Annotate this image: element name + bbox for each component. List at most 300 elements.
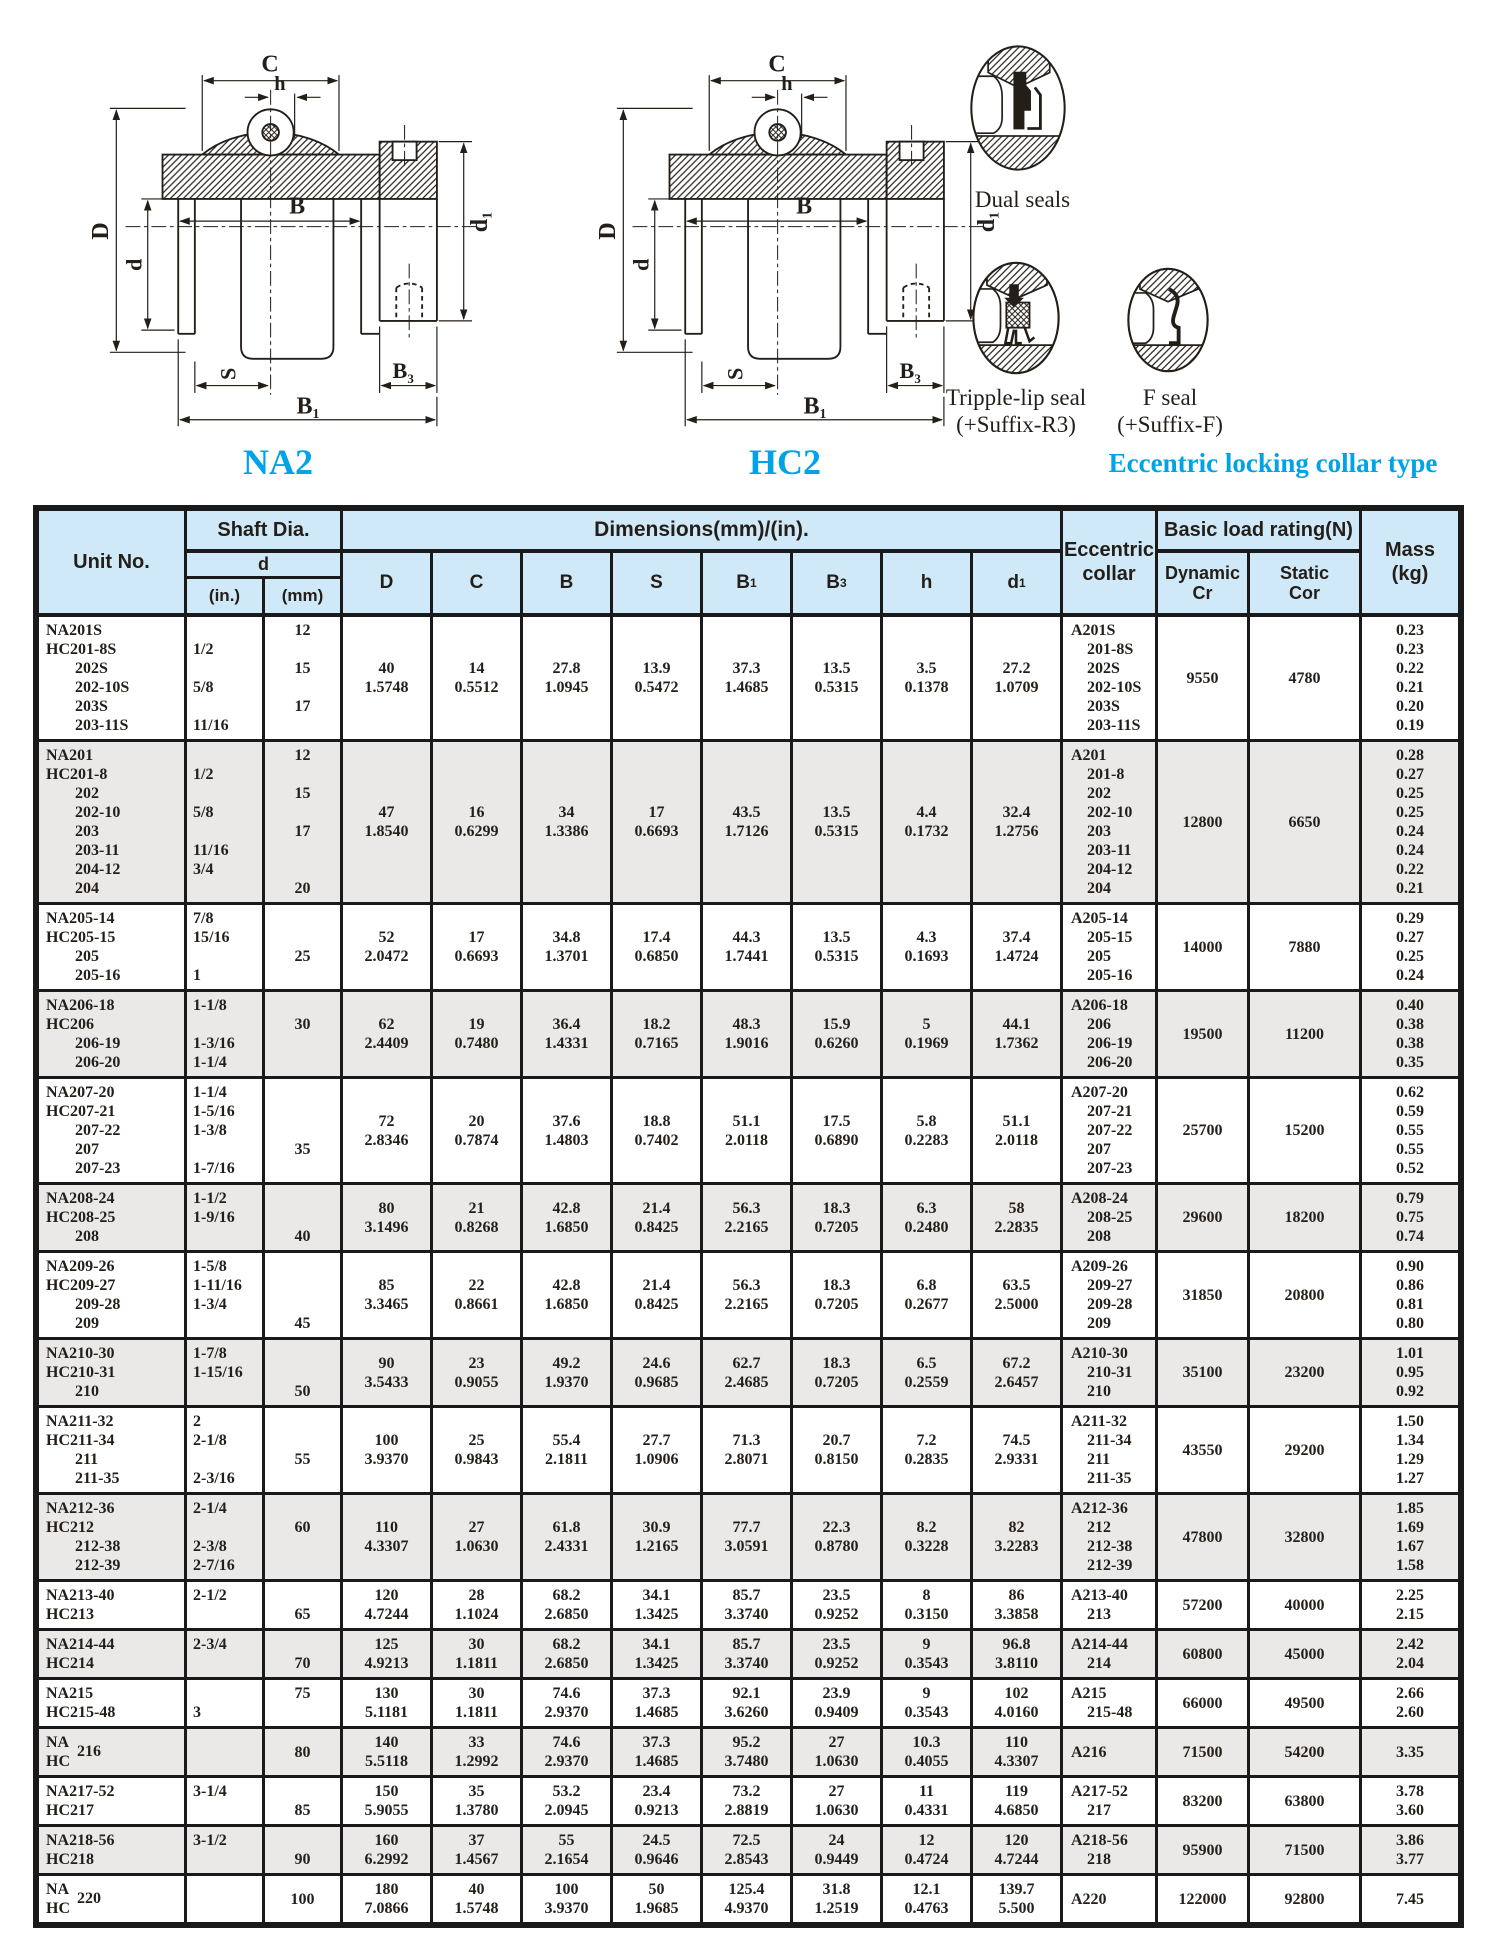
shaft-mm-cell: 70 (265, 1631, 343, 1677)
header-mass: Mass (kg) (1384, 539, 1436, 585)
dynamic-rating-cell: 60800 (1158, 1631, 1250, 1677)
eccentric-collar-cell: A207-20 207-21 207-22 207 207-23 (1063, 1079, 1158, 1182)
shaft-mm-cell: 12 15 17 (265, 617, 343, 739)
dim-B1-cell: 62.7 2.4685 (703, 1340, 793, 1405)
dim-C-cell: 30 1.1811 (433, 1680, 523, 1726)
dim-S-cell: 17 0.6693 (613, 742, 703, 902)
dim-C-cell: 28 1.1024 (433, 1582, 523, 1628)
shaft-mm-cell: 75 (265, 1680, 343, 1726)
static-rating-cell: 63800 (1250, 1778, 1362, 1824)
dynamic-rating-cell: 57200 (1158, 1582, 1250, 1628)
mass-cell: 3.35 (1396, 1743, 1424, 1761)
dynamic-rating-cell: 71500 (1158, 1729, 1250, 1775)
dim-C-cell: 14 0.5512 (433, 617, 523, 739)
header-eccentric-collar: Eccentric collar (1063, 511, 1158, 613)
dynamic-rating-cell: 25700 (1158, 1079, 1250, 1182)
dim-D-cell: 180 7.0866 (343, 1876, 433, 1922)
dim-label-h: h (274, 72, 286, 95)
shaft-in-cell: 2-1/4 2-3/8 2-7/16 (187, 1495, 265, 1579)
dim-S-cell: 30.9 1.2165 (613, 1495, 703, 1579)
dim-d1-cell: 82 3.2283 (973, 1495, 1063, 1579)
dim-C-cell: 35 1.3780 (433, 1778, 523, 1824)
dynamic-rating-cell: 14000 (1158, 905, 1250, 989)
dim-D-cell: 160 6.2992 (343, 1827, 433, 1873)
static-rating-cell: 29200 (1250, 1408, 1362, 1492)
static-rating-cell: 15200 (1250, 1079, 1362, 1182)
header-dim-B3: B 3 (793, 553, 883, 613)
header-dim-S: S (613, 553, 703, 613)
mass-cell: 2.42 2.04 (1396, 1636, 1424, 1672)
dim-C-cell: 27 1.0630 (433, 1495, 523, 1579)
static-rating-cell: 18200 (1250, 1185, 1362, 1250)
dim-d1-cell: 102 4.0160 (973, 1680, 1063, 1726)
eccentric-collar-cell: A214-44 214 (1063, 1631, 1158, 1677)
hc2-label: HC2 (749, 442, 821, 482)
eccentric-collar-cell: A213-40 213 (1063, 1582, 1158, 1628)
dim-h-cell: 5.8 0.2283 (883, 1079, 973, 1182)
shaft-mm-cell: 60 (265, 1495, 343, 1579)
dim-C-cell: 37 1.4567 (433, 1827, 523, 1873)
diagrams-section (0, 0, 1497, 505)
dim-B1-cell: 95.2 3.7480 (703, 1729, 793, 1775)
mass-cell: 0.29 0.27 0.25 0.24 (1396, 910, 1424, 984)
static-rating-cell: 49500 (1250, 1680, 1362, 1726)
dual-seals-caption: Dual seals (974, 187, 1071, 212)
dim-B1-cell: 56.3 2.2165 (703, 1185, 793, 1250)
dim-S-cell: 37.3 1.4685 (613, 1680, 703, 1726)
dim-B-cell: 37.6 1.4803 (523, 1079, 613, 1182)
table-row (39, 992, 1458, 1079)
mass-cell: 0.28 0.27 0.25 0.25 0.24 0.24 0.22 0.21 (1396, 747, 1424, 897)
dim-d1-cell: 27.2 1.0709 (973, 617, 1063, 739)
eccentric-collar-cell: A211-32 211-34 211 211-35 (1063, 1408, 1158, 1492)
tripple-lip-seal-illustration (965, 256, 1067, 380)
dim-C-cell: 19 0.7480 (433, 992, 523, 1076)
dynamic-rating-cell: 35100 (1158, 1340, 1250, 1405)
static-rating-cell: 4780 (1250, 617, 1362, 739)
dim-B1-cell: 85.7 3.3740 (703, 1582, 793, 1628)
shaft-in-cell: 1/2 5/8 11/16 3/4 (187, 742, 265, 902)
shaft-in-cell: 2-3/4 (187, 1631, 265, 1677)
dim-h-cell: 12 0.4724 (883, 1827, 973, 1873)
dim-C-cell: 33 1.2992 (433, 1729, 523, 1775)
mass-cell: 0.23 0.23 0.22 0.21 0.20 0.19 (1396, 622, 1424, 734)
dim-h-cell: 6.3 0.2480 (883, 1185, 973, 1250)
table-row (39, 905, 1458, 992)
dim-label-D: D (87, 222, 114, 240)
header-shaft-dia: Shaft Dia. (187, 511, 343, 553)
dim-label-C: C (261, 51, 279, 78)
dynamic-rating-cell: 66000 (1158, 1680, 1250, 1726)
dim-B3-cell: 23.5 0.9252 (793, 1582, 883, 1628)
unit-no-cell: NA205-14 HC205-15 205 205-16 (39, 905, 187, 989)
dim-h-cell: 8 0.3150 (883, 1582, 973, 1628)
dim-B-cell: 74.6 2.9370 (523, 1729, 613, 1775)
dim-d1-cell: 139.7 5.500 (973, 1876, 1063, 1922)
table-row (39, 1340, 1458, 1408)
unit-no-cell: NA201S HC201-8S 202S 202-10S 203S 203-11S (39, 617, 187, 739)
dim-D-cell: 85 3.3465 (343, 1253, 433, 1337)
dim-B3-cell: 18.3 0.7205 (793, 1185, 883, 1250)
dim-B1-cell: 44.3 1.7441 (703, 905, 793, 989)
dim-B-cell: 53.2 2.0945 (523, 1778, 613, 1824)
header-d: d (187, 553, 343, 579)
dim-B1-cell: 71.3 2.8071 (703, 1408, 793, 1492)
header-unit-no: Unit No. (39, 511, 187, 613)
table-row (39, 1079, 1458, 1185)
dim-S-cell: 21.4 0.8425 (613, 1253, 703, 1337)
shaft-mm-cell: 40 (265, 1185, 343, 1250)
static-rating-cell: 92800 (1250, 1876, 1362, 1922)
mass-cell: 0.79 0.75 0.74 (1396, 1190, 1424, 1245)
dim-B-cell: 55 2.1654 (523, 1827, 613, 1873)
header-load-rating: Basic load rating(N) (1158, 511, 1362, 553)
mass-cell: 1.85 1.69 1.67 1.58 (1396, 1500, 1424, 1574)
f-seal-illustration (1120, 262, 1216, 378)
dim-label-B: B (289, 193, 306, 220)
dim-B3-cell: 27 1.0630 (793, 1778, 883, 1824)
dim-B1-cell: 37.3 1.4685 (703, 617, 793, 739)
dim-D-cell: 40 1.5748 (343, 617, 433, 739)
shaft-in-cell: 1-1/4 1-5/16 1-3/8 1-7/16 (187, 1079, 265, 1182)
dim-S-cell: 17.4 0.6850 (613, 905, 703, 989)
dim-label-d: d (121, 258, 147, 271)
dim-d1-cell: 119 4.6850 (973, 1778, 1063, 1824)
dim-B3-cell: 17.5 0.6890 (793, 1079, 883, 1182)
dim-label-d: d (628, 258, 654, 271)
shaft-in-cell: 3-1/4 (187, 1778, 265, 1824)
dim-B-cell: 42.8 1.6850 (523, 1185, 613, 1250)
dim-B1-cell: 85.7 3.3740 (703, 1631, 793, 1677)
dim-h-cell: 6.5 0.2559 (883, 1340, 973, 1405)
table-row (39, 1778, 1458, 1827)
header-dynamic-cr: Dynamic Cr (1158, 553, 1250, 613)
dim-h-cell: 5 0.1969 (883, 992, 973, 1076)
dim-B1-cell: 56.3 2.2165 (703, 1253, 793, 1337)
dim-h-cell: 11 0.4331 (883, 1778, 973, 1824)
dim-S-cell: 18.8 0.7402 (613, 1079, 703, 1182)
unit-no-cell: NA208-24 HC208-25 208 (39, 1185, 187, 1250)
dim-C-cell: 21 0.8268 (433, 1185, 523, 1250)
dynamic-rating-cell: 122000 (1158, 1876, 1250, 1922)
dim-S-cell: 34.1 1.3425 (613, 1582, 703, 1628)
dim-D-cell: 90 3.5433 (343, 1340, 433, 1405)
dim-d1-cell: 44.1 1.7362 (973, 992, 1063, 1076)
dim-B3-cell: 20.7 0.8150 (793, 1408, 883, 1492)
static-rating-cell: 6650 (1250, 742, 1362, 902)
dim-C-cell: 23 0.9055 (433, 1340, 523, 1405)
shaft-mm-cell: 85 (265, 1778, 343, 1824)
static-rating-cell: 54200 (1250, 1729, 1362, 1775)
dim-B-cell: 74.6 2.9370 (523, 1680, 613, 1726)
static-rating-cell: 11200 (1250, 992, 1362, 1076)
dim-d1-cell: 37.4 1.4724 (973, 905, 1063, 989)
dim-B1-cell: 72.5 2.8543 (703, 1827, 793, 1873)
shaft-in-cell: 3 (187, 1680, 265, 1726)
unit-no-cell: NA211-32 HC211-34 211 211-35 (39, 1408, 187, 1492)
dim-h-cell: 9 0.3543 (883, 1631, 973, 1677)
dim-B-cell: 68.2 2.6850 (523, 1631, 613, 1677)
mass-cell: 1.01 0.95 0.92 (1396, 1345, 1424, 1400)
shaft-mm-cell: 12 15 17 20 (265, 742, 343, 902)
dim-S-cell: 24.6 0.9685 (613, 1340, 703, 1405)
f-seal-caption: F seal (+Suffix-F) (1117, 385, 1223, 437)
bearing-body (163, 109, 437, 358)
dim-d1-cell: 67.2 2.6457 (973, 1340, 1063, 1405)
dim-d1-cell: 32.4 1.2756 (973, 742, 1063, 902)
dimension-labels (88, 51, 494, 420)
dim-B-cell: 49.2 1.9370 (523, 1340, 613, 1405)
dim-B3-cell: 13.5 0.5315 (793, 905, 883, 989)
dim-C-cell: 30 1.1811 (433, 1631, 523, 1677)
dynamic-rating-cell: 19500 (1158, 992, 1250, 1076)
dim-D-cell: 150 5.9055 (343, 1778, 433, 1824)
unit-no-cell: NA206-18 HC206 206-19 206-20 (39, 992, 187, 1076)
dim-label-B1: B1 (803, 393, 827, 421)
dynamic-rating-cell: 12800 (1158, 742, 1250, 902)
dim-h-cell: 4.3 0.1693 (883, 905, 973, 989)
dual-seals-illustration (962, 38, 1074, 178)
static-rating-cell: 40000 (1250, 1582, 1362, 1628)
dim-B-cell: 36.4 1.4331 (523, 992, 613, 1076)
dim-B3-cell: 18.3 0.7205 (793, 1340, 883, 1405)
table-row (39, 1631, 1458, 1680)
eccentric-collar-cell: A220 (1063, 1876, 1158, 1922)
dim-h-cell: 6.8 0.2677 (883, 1253, 973, 1337)
dim-S-cell: 34.1 1.3425 (613, 1631, 703, 1677)
dynamic-rating-cell: 31850 (1158, 1253, 1250, 1337)
dim-B3-cell: 13.5 0.5315 (793, 742, 883, 902)
dim-B1-cell: 77.7 3.0591 (703, 1495, 793, 1579)
eccentric-collar-cell: A212-36 212 212-38 212-39 (1063, 1495, 1158, 1579)
dim-B3-cell: 15.9 0.6260 (793, 992, 883, 1076)
dim-D-cell: 100 3.9370 (343, 1408, 433, 1492)
header-dim-D: D (343, 553, 433, 613)
shaft-in-cell: 1-1/8 1-3/16 1-1/4 (187, 992, 265, 1076)
header-dim-B: B (523, 553, 613, 613)
dim-h-cell: 9 0.3543 (883, 1680, 973, 1726)
eccentric-collar-cell: A201 201-8 202 202-10 203 203-11 204-12 204 (1063, 742, 1158, 902)
static-rating-cell: 71500 (1250, 1827, 1362, 1873)
dim-h-cell: 8.2 0.3228 (883, 1495, 973, 1579)
dim-B3-cell: 18.3 0.7205 (793, 1253, 883, 1337)
header-dim-C: C (433, 553, 523, 613)
eccentric-collar-cell: A208-24 208-25 208 (1063, 1185, 1158, 1250)
bearing-body (670, 109, 944, 358)
dim-d1-cell: 120 4.7244 (973, 1827, 1063, 1873)
dim-d1-cell: 63.5 2.5000 (973, 1253, 1063, 1337)
header-in: (in.) (187, 579, 265, 613)
unit-no-cell: NA201 HC201-8 202 202-10 203 203-11 204-12 204 (39, 742, 187, 902)
static-rating-cell: 32800 (1250, 1495, 1362, 1579)
static-rating-cell: 23200 (1250, 1340, 1362, 1405)
mass-cell: 3.86 3.77 (1396, 1832, 1424, 1868)
shaft-mm-cell: 30 (265, 992, 343, 1076)
dynamic-rating-cell: 43550 (1158, 1408, 1250, 1492)
table-row (39, 1729, 1458, 1778)
dim-D-cell: 72 2.8346 (343, 1079, 433, 1182)
na2-diagram (58, 16, 498, 483)
dim-d1-cell: 51.1 2.0118 (973, 1079, 1063, 1182)
eccentric-collar-cell: A218-56 218 (1063, 1827, 1158, 1873)
dim-B3-cell: 22.3 0.8780 (793, 1495, 883, 1579)
shaft-in-cell: 1-5/8 1-11/16 1-3/4 (187, 1253, 265, 1337)
mass-cell: 2.66 2.60 (1396, 1685, 1424, 1721)
unit-no-cell: NA207-20 HC207-21 207-22 207 207-23 (39, 1079, 187, 1182)
table-row (39, 1876, 1458, 1922)
dim-label-S: S (722, 367, 748, 381)
tripple-lip-seal-caption: Tripple-lip seal (+Suffix-R3) (945, 385, 1087, 437)
dim-B-cell: 27.8 1.0945 (523, 617, 613, 739)
dim-D-cell: 130 5.1181 (343, 1680, 433, 1726)
dim-label-B3: $B_3$ (392, 358, 414, 386)
dim-B1-cell: 125.4 4.9370 (703, 1876, 793, 1922)
dim-label-C: C (768, 51, 786, 78)
header-dimensions: Dimensions(mm)/(in). (343, 511, 1063, 553)
dim-B1-cell: 51.1 2.0118 (703, 1079, 793, 1182)
eccentric-collar-cell: A215 215-48 (1063, 1680, 1158, 1726)
shaft-in-cell (187, 1876, 265, 1922)
table-row (39, 1408, 1458, 1495)
table-row (39, 1582, 1458, 1631)
eccentric-collar-cell: A210-30 210-31 210 (1063, 1340, 1158, 1405)
table-row (39, 1827, 1458, 1876)
shaft-in-cell: 1/2 5/8 11/16 (187, 617, 265, 739)
mass-cell: 3.78 3.60 (1396, 1783, 1424, 1819)
shaft-mm-cell: 100 (265, 1876, 343, 1922)
dim-B3-cell: 24 0.9449 (793, 1827, 883, 1873)
dim-C-cell: 25 0.9843 (433, 1408, 523, 1492)
dim-d1-cell: 58 2.2835 (973, 1185, 1063, 1250)
unit-no-cell: NA210-30 HC210-31 210 (39, 1340, 187, 1405)
shaft-mm-cell: 45 (265, 1253, 343, 1337)
dim-B3-cell: 23.5 0.9252 (793, 1631, 883, 1677)
table-row (39, 617, 1458, 742)
shaft-mm-cell: 65 (265, 1582, 343, 1628)
unit-no-cell: NA212-36 HC212 212-38 212-39 (39, 1495, 187, 1579)
shaft-in-cell (187, 1729, 265, 1775)
unit-no-cell: NA209-26 HC209-27 209-28 209 (39, 1253, 187, 1337)
dim-label-h: h (781, 72, 793, 95)
dim-label-d1: d1 (466, 211, 495, 233)
table-body (39, 617, 1458, 1922)
dimension-labels (595, 51, 1001, 420)
dynamic-rating-cell: 95900 (1158, 1827, 1250, 1873)
dim-C-cell: 20 0.7874 (433, 1079, 523, 1182)
shaft-mm-cell: 55 (265, 1408, 343, 1492)
header-dim-h: h (883, 553, 973, 613)
dim-B-cell: 34 1.3386 (523, 742, 613, 902)
dim-h-cell: 10.3 0.4055 (883, 1729, 973, 1775)
dim-label-S: S (215, 367, 241, 381)
dim-C-cell: 17 0.6693 (433, 905, 523, 989)
dim-S-cell: 18.2 0.7165 (613, 992, 703, 1076)
dim-label-D: D (595, 222, 621, 240)
dim-D-cell: 125 4.9213 (343, 1631, 433, 1677)
bearing-spec-table (33, 505, 1464, 1928)
header-dim-d1: d 1 (973, 553, 1063, 613)
shaft-mm-cell: 80 (265, 1729, 343, 1775)
header-mm: (mm) (265, 579, 343, 613)
eccentric-collar-cell: A217-52 217 (1063, 1778, 1158, 1824)
dim-C-cell: 16 0.6299 (433, 742, 523, 902)
dim-D-cell: 140 5.5118 (343, 1729, 433, 1775)
dim-B-cell: 42.8 1.6850 (523, 1253, 613, 1337)
seals-section (945, 10, 1495, 505)
unit-no-cell: NA HC 216 (39, 1729, 187, 1775)
dynamic-rating-cell: 83200 (1158, 1778, 1250, 1824)
mass-cell: 0.62 0.59 0.55 0.55 0.52 (1396, 1084, 1424, 1177)
dim-D-cell: 47 1.8540 (343, 742, 433, 902)
dim-S-cell: 37.3 1.4685 (613, 1729, 703, 1775)
shaft-in-cell: 1-7/8 1-15/16 (187, 1340, 265, 1405)
na2-label: NA2 (243, 442, 313, 482)
dim-D-cell: 52 2.0472 (343, 905, 433, 989)
bearing-cross-section-drawing (58, 16, 498, 441)
dim-d1-cell: 74.5 2.9331 (973, 1408, 1063, 1492)
dim-S-cell: 23.4 0.9213 (613, 1778, 703, 1824)
shaft-mm-cell: 90 (265, 1827, 343, 1873)
eccentric-collar-cell: A206-18 206 206-19 206-20 (1063, 992, 1158, 1076)
dim-D-cell: 120 4.7244 (343, 1582, 433, 1628)
dim-h-cell: 4.4 0.1732 (883, 742, 973, 902)
eccentric-collar-cell: A216 (1063, 1729, 1158, 1775)
dim-B3-cell: 23.9 0.9409 (793, 1680, 883, 1726)
dim-B1-cell: 92.1 3.6260 (703, 1680, 793, 1726)
mass-cell: 7.45 (1396, 1890, 1424, 1908)
dim-B1-cell: 48.3 1.9016 (703, 992, 793, 1076)
eccentric-locking-collar-type-label: Eccentric locking collar type (1108, 448, 1438, 478)
static-rating-cell: 7880 (1250, 905, 1362, 989)
dynamic-rating-cell: 47800 (1158, 1495, 1250, 1579)
unit-no-cell: NA217-52 HC217 (39, 1778, 187, 1824)
mass-cell: 0.90 0.86 0.81 0.80 (1396, 1258, 1424, 1332)
dim-D-cell: 62 2.4409 (343, 992, 433, 1076)
dim-label-B: B (796, 193, 813, 220)
header-dim-B1: B 1 (703, 553, 793, 613)
shaft-in-cell: 2-1/2 (187, 1582, 265, 1628)
dim-B3-cell: 27 1.0630 (793, 1729, 883, 1775)
static-rating-cell: 20800 (1250, 1253, 1362, 1337)
unit-no-cell: NA213-40 HC213 (39, 1582, 187, 1628)
dim-C-cell: 22 0.8661 (433, 1253, 523, 1337)
table-header (39, 511, 1458, 617)
eccentric-collar-cell: A205-14 205-15 205 205-16 (1063, 905, 1158, 989)
mass-cell: 1.50 1.34 1.29 1.27 (1396, 1413, 1424, 1487)
dim-B-cell: 61.8 2.4331 (523, 1495, 613, 1579)
mass-cell: 2.25 2.15 (1396, 1587, 1424, 1623)
dim-B-cell: 100 3.9370 (523, 1876, 613, 1922)
unit-no-cell: NA214-44 HC214 (39, 1631, 187, 1677)
dim-d1-cell: 110 4.3307 (973, 1729, 1063, 1775)
dim-B3-cell: 13.5 0.5315 (793, 617, 883, 739)
dim-S-cell: 24.5 0.9646 (613, 1827, 703, 1873)
dim-label-B3: $B_3$ (899, 358, 921, 386)
mass-cell: 0.40 0.38 0.38 0.35 (1396, 997, 1424, 1071)
table-row (39, 1680, 1458, 1729)
dim-d1-cell: 86 3.3858 (973, 1582, 1063, 1628)
dim-S-cell: 13.9 0.5472 (613, 617, 703, 739)
dim-B3-cell: 31.8 1.2519 (793, 1876, 883, 1922)
dim-B-cell: 68.2 2.6850 (523, 1582, 613, 1628)
table-row (39, 1253, 1458, 1340)
shaft-in-cell: 3-1/2 (187, 1827, 265, 1873)
dim-B1-cell: 73.2 2.8819 (703, 1778, 793, 1824)
shaft-mm-cell: 25 (265, 905, 343, 989)
shaft-in-cell: 7/8 15/16 1 (187, 905, 265, 989)
dim-B1-cell: 43.5 1.7126 (703, 742, 793, 902)
table-row (39, 1495, 1458, 1582)
